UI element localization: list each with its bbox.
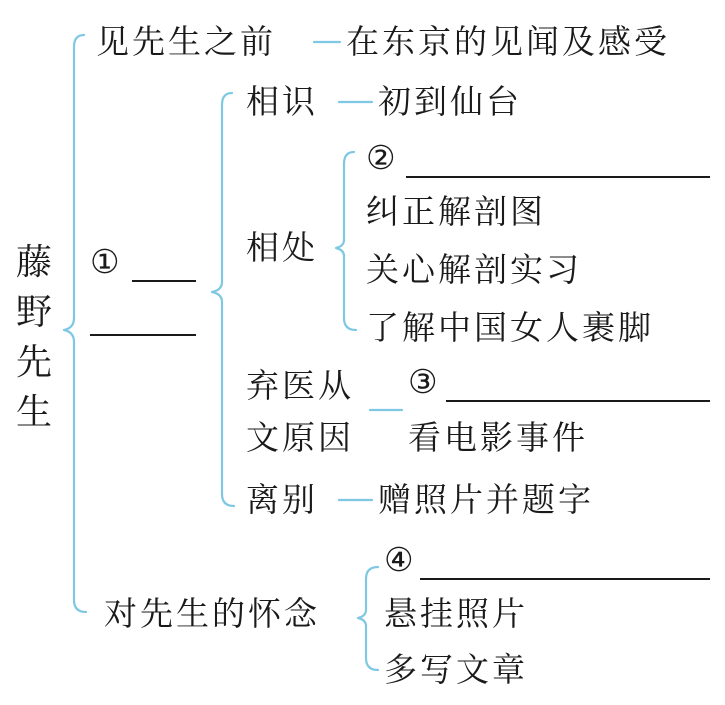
root-label: 藤野先生 <box>15 242 52 433</box>
together-item-3: 了解中国女人裹脚 <box>366 308 654 347</box>
reason-detail: 看电影事件 <box>408 418 588 457</box>
together-label: 相处 <box>246 228 318 267</box>
farewell-detail: 赠照片并题字 <box>378 480 594 519</box>
root-brace <box>64 35 86 612</box>
middle-brace <box>212 93 234 506</box>
memory-item-1: 悬挂照片 <box>384 594 528 633</box>
memory-brace <box>358 567 378 670</box>
farewell-label: 离别 <box>246 480 318 519</box>
together-item-2: 关心解剖实习 <box>366 250 582 289</box>
blank-1-line-a[interactable] <box>132 280 196 282</box>
blank-3-line[interactable] <box>446 400 710 402</box>
blank-2-line[interactable] <box>406 176 710 178</box>
blank-4-line[interactable] <box>420 578 710 580</box>
reason-label-line1: 弃医从 <box>246 366 354 405</box>
blank-4-marker: ④ <box>384 540 417 579</box>
memory-item-2: 多写文章 <box>384 650 528 689</box>
blank-2-marker: ② <box>366 138 399 177</box>
before-detail: 在东京的见闻及感受 <box>346 22 670 61</box>
meet-label: 相识 <box>246 82 318 121</box>
memory-label: 对先生的怀念 <box>104 594 320 633</box>
together-brace <box>336 152 356 330</box>
together-item-1: 纠正解剖图 <box>366 192 546 231</box>
meet-detail: 初到仙台 <box>378 82 522 121</box>
reason-label-line2: 文原因 <box>246 418 354 457</box>
blank-3-marker: ③ <box>408 362 441 401</box>
blank-1-line-b[interactable] <box>90 334 196 336</box>
before-label: 见先生之前 <box>96 22 276 61</box>
blank-1-marker: ① <box>90 242 123 281</box>
